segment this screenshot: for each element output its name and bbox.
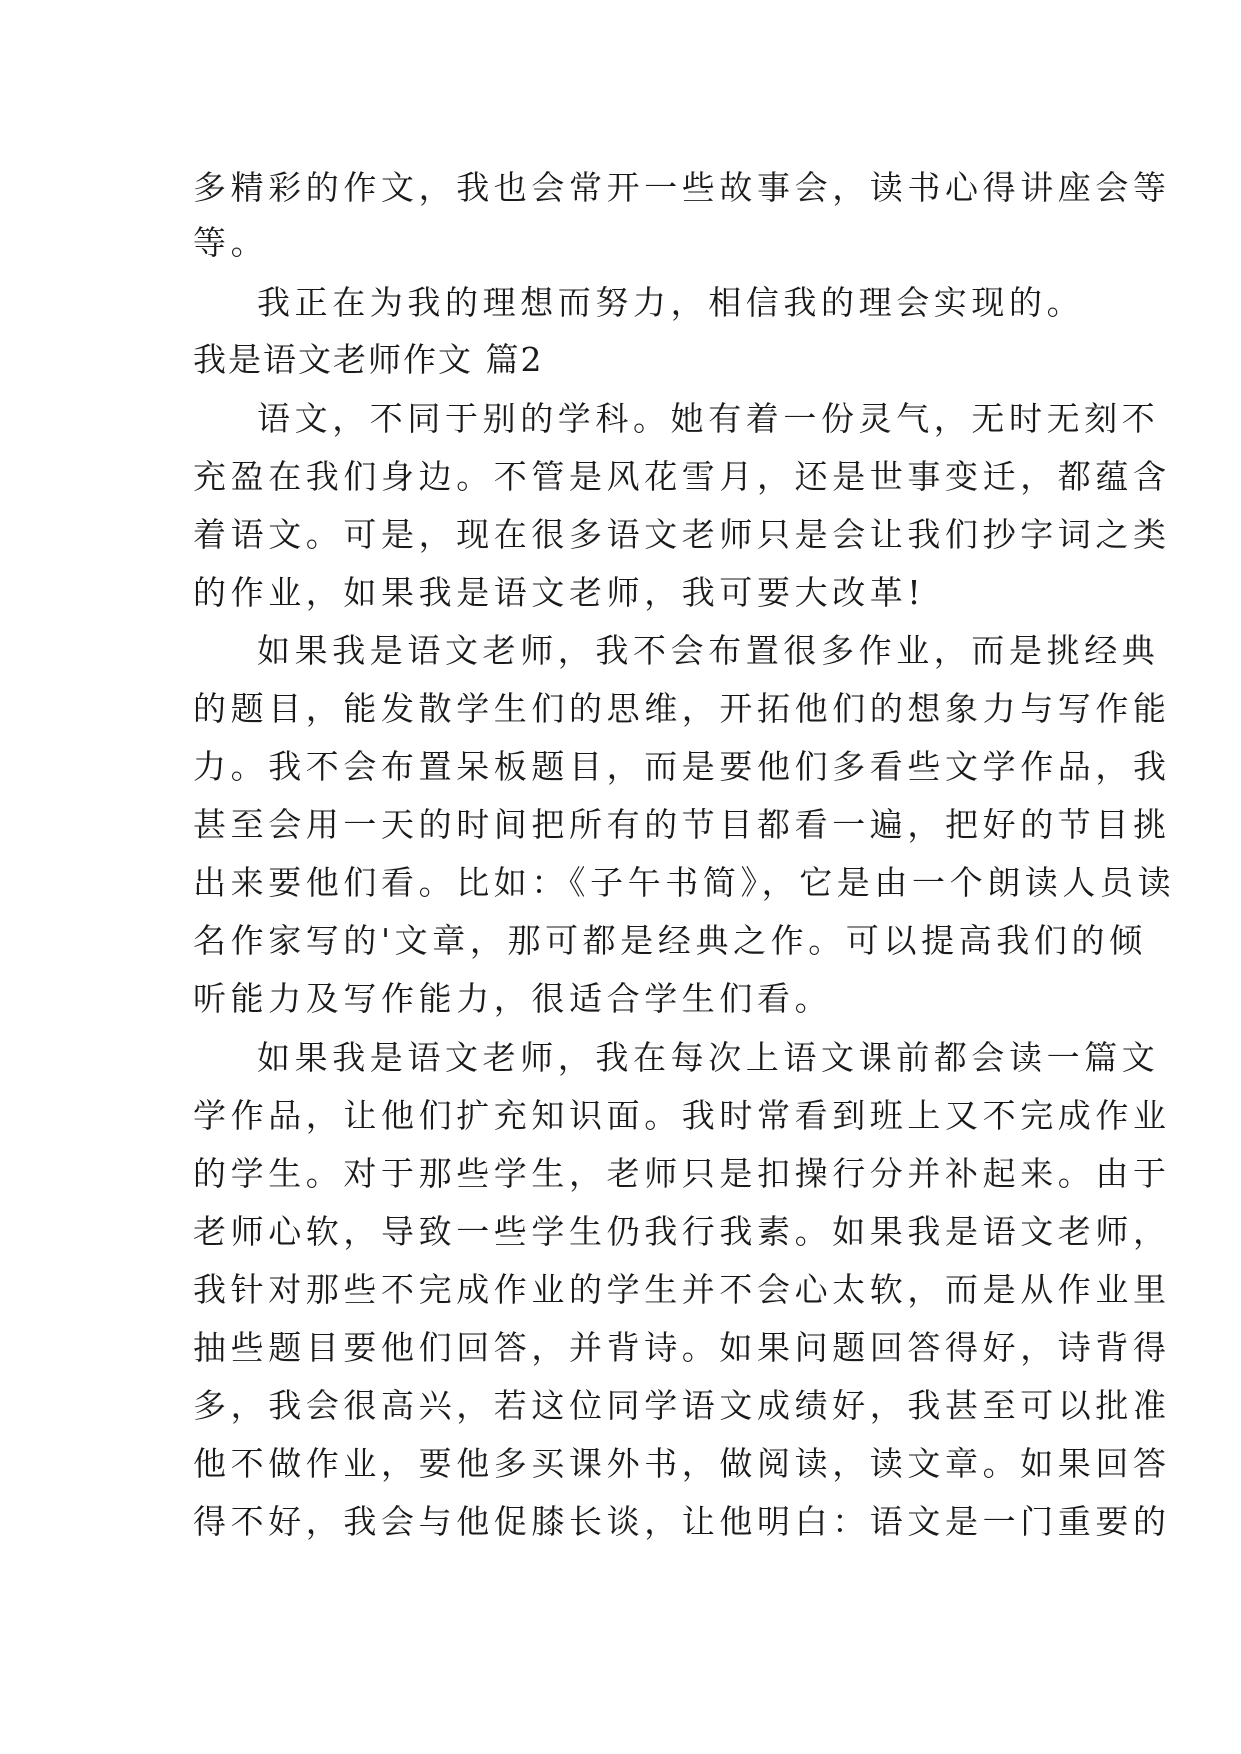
text-line: 甚至会用一天的时间把所有的节目都看一遍，把好的节目挑 bbox=[193, 805, 1171, 844]
paragraph-first-line: 语文，不同于别的学科。她有着一份灵气，无时无刻不 bbox=[257, 399, 1160, 438]
text-line: 力。我不会布置呆板题目，而是要他们多看些文学作品，我 bbox=[193, 747, 1171, 786]
text-line: 抽些题目要他们回答，并背诗。如果问题回答得好，诗背得 bbox=[193, 1328, 1171, 1367]
text-line: 等。 bbox=[193, 223, 269, 262]
text-line: 学作品，让他们扩充知识面。我时常看到班上又不完成作业 bbox=[193, 1096, 1171, 1135]
text-line: 着语文。可是，现在很多语文老师只是会让我们抄字词之类 bbox=[193, 515, 1171, 554]
paragraph-first-line: 我正在为我的理想而努力，相信我的理会实现的。 bbox=[257, 283, 1085, 322]
paragraph-first-line: 如果我是语文老师，我在每次上语文课前都会读一篇文 bbox=[257, 1038, 1160, 1077]
section-heading: 我是语文老师作文 篇2 bbox=[193, 340, 544, 379]
text-line: 多精彩的作文，我也会常开一些故事会，读书心得讲座会等 bbox=[193, 168, 1171, 207]
text-line: 得不好，我会与他促膝长谈，让他明白：语文是一门重要的 bbox=[193, 1502, 1171, 1541]
text-line: 的作业，如果我是语文老师，我可要大改革! bbox=[193, 573, 926, 612]
text-line: 他不做作业，要他多买课外书，做阅读，读文章。如果回答 bbox=[193, 1444, 1171, 1483]
text-line: 多，我会很高兴，若这位同学语文成绩好，我甚至可以批准 bbox=[193, 1386, 1171, 1425]
text-line: 出来要他们看。比如：《子午书简》，它是由一个朗读人员读 bbox=[193, 863, 1176, 902]
text-line: 听能力及写作能力，很适合学生们看。 bbox=[193, 979, 833, 1018]
text-line: 老师心软，导致一些学生仍我行我素。如果我是语文老师， bbox=[193, 1212, 1171, 1251]
text-line: 名作家写的'文章，那可都是经典之作。可以提高我们的倾 bbox=[193, 921, 1147, 960]
text-line: 的学生。对于那些学生，老师只是扣操行分并补起来。由于 bbox=[193, 1154, 1171, 1193]
text-line: 充盈在我们身边。不管是风花雪月，还是世事变迁，都蕴含 bbox=[193, 457, 1171, 496]
text-line: 我针对那些不完成作业的学生并不会心太软，而是从作业里 bbox=[193, 1270, 1171, 1309]
text-line: 的题目，能发散学生们的思维，开拓他们的想象力与写作能 bbox=[193, 689, 1171, 728]
paragraph-first-line: 如果我是语文老师，我不会布置很多作业，而是挑经典 bbox=[257, 631, 1160, 670]
